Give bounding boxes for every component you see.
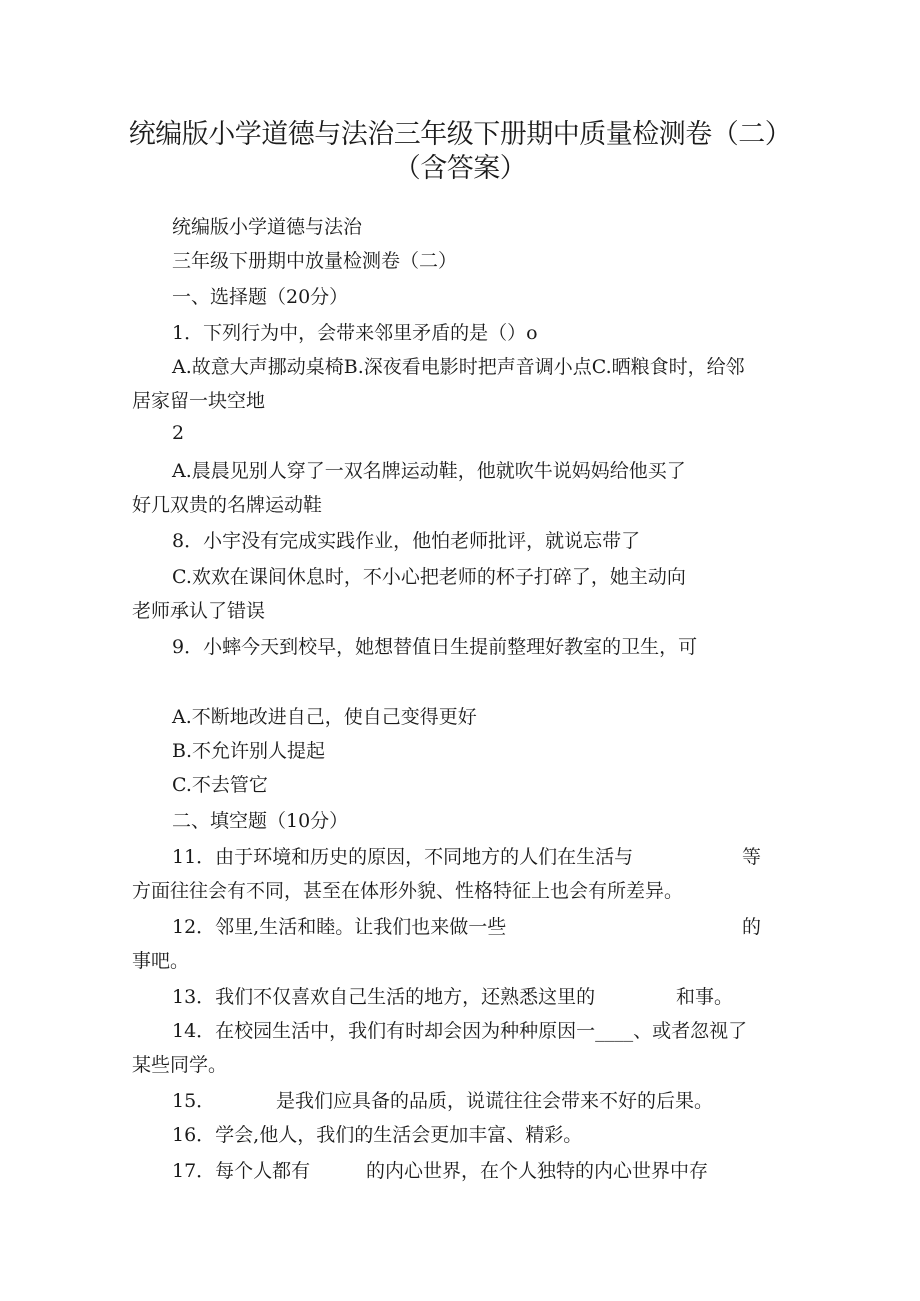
question-12-suffix: 的 — [742, 916, 762, 938]
section-heading-fill: 二、填空题（10分） — [172, 810, 349, 832]
question-14-text: 14．在校园生活中，我们有时却会因为种种原因一____、或者忽视了 — [172, 1020, 748, 1042]
question-12-cont: 事吧。 — [132, 950, 190, 972]
question-8-stem: 8．小宇没有完成实践作业，他怕老师批评，就说忘带了 — [172, 530, 641, 552]
question-16-text: 16．学会,他人，我们的生活会更加丰富、精彩。 — [172, 1124, 583, 1146]
question-14-cont: 某些同学。 — [132, 1054, 228, 1076]
question-2-option-a: A.晨晨见别人穿了一双名牌运动鞋，他就吹牛说妈妈给他买了 — [172, 460, 686, 482]
question-13-text: 13．我们不仅喜欢自己生活的地方，还熟悉这里的 — [172, 986, 596, 1008]
question-option-c-cont: 老师承认了错误 — [132, 600, 266, 622]
question-13-suffix: 和事。 — [676, 986, 734, 1008]
question-12-text: 12．邻里,生活和睦。让我们也来做一些 — [172, 916, 507, 938]
title-line-2: （含答案） — [393, 153, 527, 184]
question-2-option-a-cont: 好几双贵的名牌运动鞋 — [132, 494, 323, 516]
question-11-cont: 方面往往会有不同，甚至在体形外貌、性格特征上也会有所差异。 — [132, 880, 684, 902]
question-17-cont: 的内心世界，在个人独特的内心世界中存 — [366, 1160, 709, 1182]
question-15-number: 15． — [172, 1090, 216, 1112]
question-17-text: 17．每个人都有 — [172, 1160, 311, 1182]
question-10-option-b: B.不允许别人提起 — [172, 740, 326, 762]
question-9-stem: 9．小蟀今天到校早，她想替值日生提前整理好教室的卫生，可 — [172, 636, 698, 658]
question-2-number: 2 — [172, 422, 185, 444]
question-1-stem: 1．下列行为中，会带来邻里矛盾的是（）o — [172, 322, 538, 344]
section-heading-choice: 一、选择题（20分） — [172, 286, 349, 308]
question-11-text: 11．由于环境和历史的原因，不同地方的人们在生活与 — [172, 846, 634, 868]
question-option-c: C.欢欢在课间休息时，不小心把老师的杯子打碎了，她主动向 — [172, 566, 686, 588]
exam-name-line: 三年级下册期中放量检测卷（二） — [172, 250, 458, 272]
title-line-1: 统编版小学道德与法治三年级下册期中质量检测卷（二） — [128, 119, 792, 150]
question-10-option-a: A.不断地改进自己，使自己变得更好 — [172, 706, 477, 728]
question-1-options: A.故意大声挪动桌椅B.深夜看电影时把声音调小点C.晒粮食时，给邻 — [172, 356, 745, 378]
question-11-suffix: 等 — [742, 846, 762, 868]
question-10-option-c: C.不去管它 — [172, 774, 268, 796]
question-15-text: 是我们应具备的品质，说谎往往会带来不好的后果。 — [276, 1090, 714, 1112]
subject-line: 统编版小学道德与法治 — [172, 216, 363, 238]
question-1-options-cont: 居家留一块空地 — [132, 390, 266, 412]
